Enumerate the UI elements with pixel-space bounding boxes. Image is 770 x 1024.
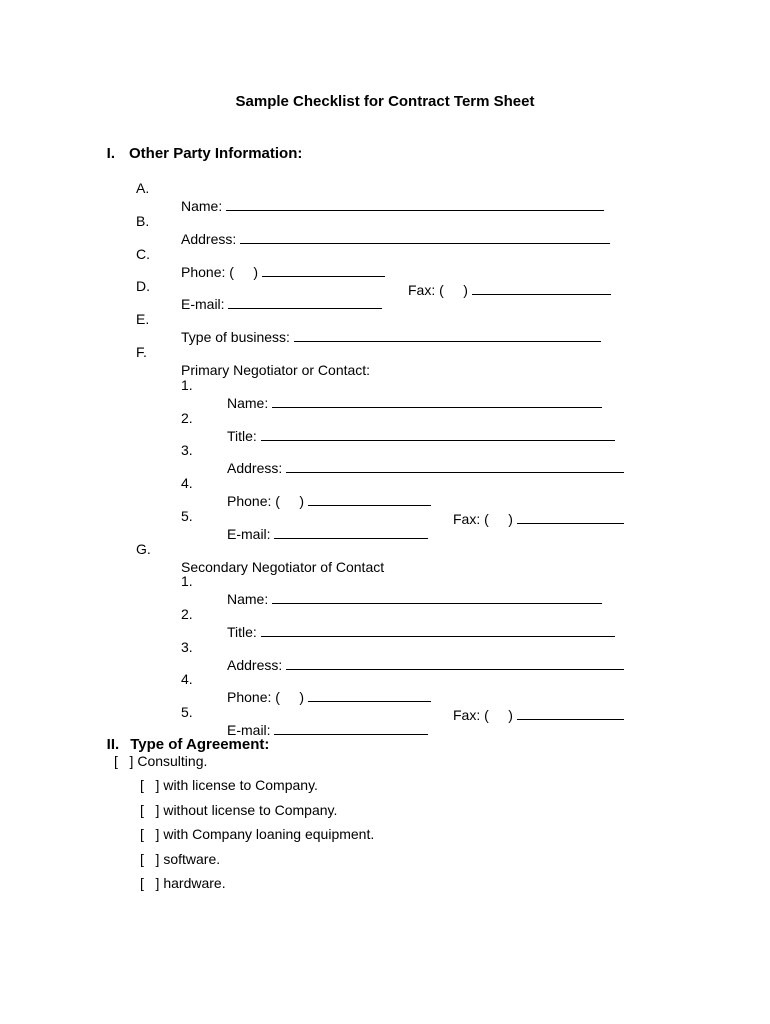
- fax-label: Fax: ( ): [408, 282, 468, 298]
- business-type-blank[interactable]: [294, 328, 601, 342]
- primary-phone-label: Phone: ( ): [227, 493, 305, 509]
- item-letter-b: B.: [136, 213, 150, 229]
- address-blank[interactable]: [240, 230, 610, 244]
- secondary-negotiator-label: Secondary Negotiator of Contact: [181, 559, 385, 575]
- item-letter-g: G.: [136, 541, 151, 557]
- name-label: Name:: [181, 198, 223, 214]
- item-letter-d: D.: [136, 278, 150, 294]
- phone-blank[interactable]: [262, 263, 385, 277]
- secondary-email-blank[interactable]: [274, 721, 428, 735]
- primary-num-4: 4.: [181, 475, 193, 491]
- secondary-num-1: 1.: [181, 573, 193, 589]
- option-hardware[interactable]: [ ] hardware.: [140, 875, 226, 891]
- secondary-email-label: E-mail:: [227, 722, 271, 738]
- primary-name-blank[interactable]: [272, 394, 602, 408]
- option-with-license[interactable]: [ ] with license to Company.: [140, 777, 318, 793]
- section-1-number: I.: [106, 145, 116, 162]
- section-2-title: Type of Agreement:: [130, 736, 270, 753]
- primary-num-5: 5.: [181, 508, 193, 524]
- primary-name-label: Name:: [227, 395, 269, 411]
- primary-phone-blank[interactable]: [308, 492, 431, 506]
- secondary-phone-label: Phone: ( ): [227, 689, 305, 705]
- section-2-number: II.: [106, 736, 120, 753]
- secondary-num-4: 4.: [181, 671, 193, 687]
- option-loaning-equipment[interactable]: [ ] with Company loaning equipment.: [140, 826, 375, 842]
- option-consulting[interactable]: [ ] Consulting.: [114, 753, 208, 769]
- secondary-fax-blank[interactable]: [517, 706, 624, 720]
- secondary-num-5: 5.: [181, 704, 193, 720]
- item-letter-a: A.: [136, 180, 150, 196]
- secondary-num-2: 2.: [181, 606, 193, 622]
- section-1-heading: [90, 128, 302, 179]
- primary-num-1: 1.: [181, 377, 193, 393]
- primary-email-label: E-mail:: [227, 526, 271, 542]
- secondary-title-blank[interactable]: [261, 623, 615, 637]
- primary-num-3: 3.: [181, 442, 193, 458]
- primary-address-blank[interactable]: [286, 459, 624, 473]
- item-letter-f: F.: [136, 344, 147, 360]
- secondary-address-label: Address:: [227, 657, 283, 673]
- primary-negotiator-label: Primary Negotiator or Contact:: [181, 362, 371, 378]
- secondary-name-blank[interactable]: [272, 590, 602, 604]
- business-type-label: Type of business:: [181, 329, 290, 345]
- secondary-name-label: Name:: [227, 591, 269, 607]
- email-label: E-mail:: [181, 296, 225, 312]
- secondary-phone-blank[interactable]: [308, 688, 431, 702]
- phone-label: Phone: ( ): [181, 264, 259, 280]
- primary-address-label: Address:: [227, 460, 283, 476]
- secondary-address-blank[interactable]: [286, 656, 624, 670]
- item-letter-e: E.: [136, 311, 150, 327]
- primary-title-label: Title:: [227, 428, 257, 444]
- secondary-num-3: 3.: [181, 639, 193, 655]
- secondary-title-label: Title:: [227, 624, 257, 640]
- name-blank[interactable]: [226, 197, 604, 211]
- section-1-title: Other Party Information:: [129, 145, 303, 162]
- address-label: Address:: [181, 231, 237, 247]
- document-title: Sample Checklist for Contract Term Sheet: [235, 93, 535, 110]
- primary-num-2: 2.: [181, 410, 193, 426]
- email-blank[interactable]: [228, 295, 382, 309]
- primary-fax-label: Fax: ( ): [453, 511, 513, 527]
- secondary-fax-label: Fax: ( ): [453, 707, 513, 723]
- fax-blank[interactable]: [472, 281, 611, 295]
- primary-title-blank[interactable]: [261, 427, 615, 441]
- option-without-license[interactable]: [ ] without license to Company.: [140, 802, 338, 818]
- item-letter-c: C.: [136, 246, 150, 262]
- primary-email-blank[interactable]: [274, 525, 428, 539]
- primary-fax-blank[interactable]: [517, 510, 624, 524]
- option-software[interactable]: [ ] software.: [140, 851, 221, 867]
